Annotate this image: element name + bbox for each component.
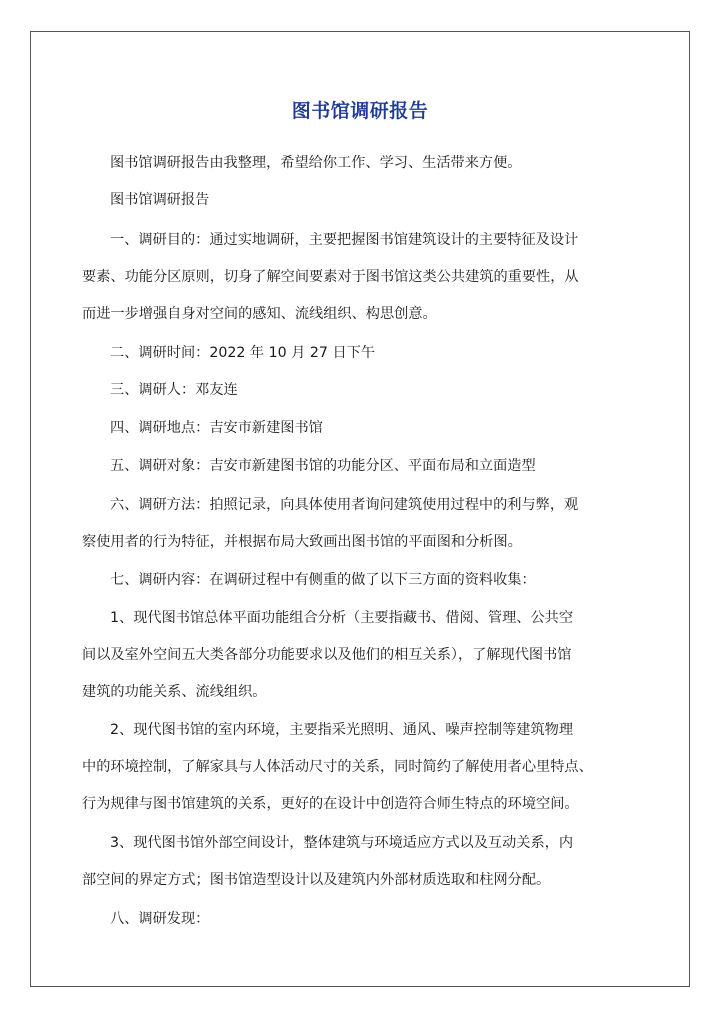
location-line: 四、调研地点：吉安市新建图书馆 xyxy=(110,420,323,436)
object-paragraph xyxy=(82,448,638,485)
subtitle-paragraph xyxy=(82,182,638,219)
object-line: 五、调研对象：吉安市新建图书馆的功能分区、平面布局和立面造型 xyxy=(110,458,536,474)
method-line: 察使用者的行为特征，并根据布局大致画出图书馆的平面图和分析图。 xyxy=(82,534,522,550)
item2-line: 行为规律与图书馆建筑的关系，更好的在设计中创造符合师生特点的环境空间。 xyxy=(82,796,579,812)
purpose-line: 一、调研目的：通过实地调研，主要把握图书馆建筑设计的主要特征及设计 xyxy=(110,232,579,248)
method-paragraph xyxy=(82,487,638,561)
intro-paragraph xyxy=(82,145,638,182)
location-paragraph xyxy=(82,410,638,447)
time-line: 二、调研时间：2022 年 10 月 27 日下午 xyxy=(110,345,376,361)
purpose-line: 要素、功能分区原则，切身了解空间要素对于图书馆这类公共建筑的重要性，从 xyxy=(82,269,579,285)
document-title: 图书馆调研报告 xyxy=(291,100,429,122)
person-paragraph xyxy=(82,372,638,409)
item1-line: 建筑的功能关系、流线组织。 xyxy=(82,684,267,700)
purpose-paragraph xyxy=(82,222,638,333)
item1-line: 1、现代图书馆总体平面功能组合分析（主要指藏书、借阅、管理、公共空 xyxy=(110,610,574,626)
item2-paragraph xyxy=(82,712,638,823)
item3-paragraph xyxy=(82,825,638,899)
findings-paragraph xyxy=(82,901,638,938)
method-line: 六、调研方法：拍照记录，向具体使用者询问建筑使用过程中的利与弊，观 xyxy=(110,497,579,513)
intro-line: 图书馆调研报告由我整理，希望给你工作、学习、生活带来方便。 xyxy=(110,155,522,171)
item2-line: 2、现代图书馆的室内环境，主要指采光照明、通风、噪声控制等建筑物理 xyxy=(110,722,574,738)
item3-line: 3、现代图书馆外部空间设计，整体建筑与环境适应方式以及互动关系，内 xyxy=(110,835,574,851)
time-paragraph xyxy=(82,335,638,372)
item3-line: 部空间的界定方式；图书馆造型设计以及建筑内外部材质选取和柱网分配。 xyxy=(82,872,551,888)
person-line: 三、调研人：邓友连 xyxy=(110,382,238,398)
findings-line: 八、调研发现： xyxy=(110,911,210,927)
content-paragraph xyxy=(82,562,638,599)
purpose-line: 而进一步增强自身对空间的感知、流线组织、构思创意。 xyxy=(82,306,437,322)
subtitle-line: 图书馆调研报告 xyxy=(110,192,210,208)
item1-line: 间以及室外空间五大类各部分功能要求以及他们的相互关系），了解现代图书馆 xyxy=(82,647,572,663)
item1-paragraph xyxy=(82,600,638,711)
content-line: 七、调研内容：在调研过程中有侧重的做了以下三方面的资料收集： xyxy=(110,572,536,588)
item2-line: 中的环境控制，了解家具与人体活动尺寸的关系，同时简约了解使用者心里特点、 xyxy=(82,759,593,775)
